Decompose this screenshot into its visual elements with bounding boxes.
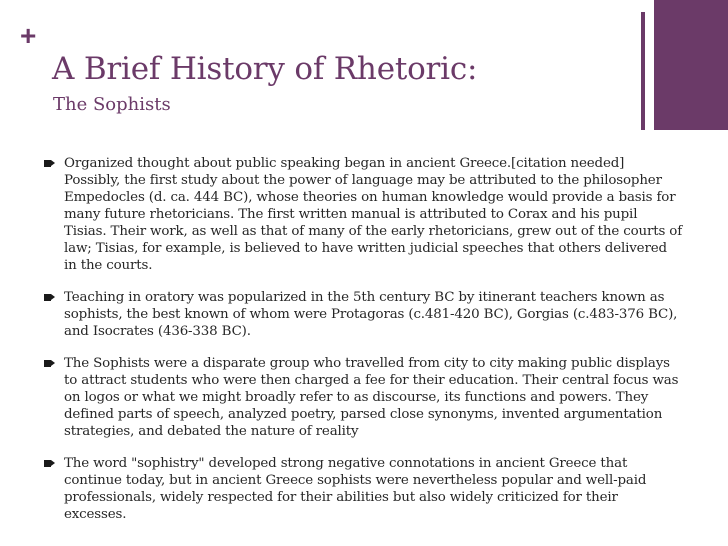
bullet-arrow-icon xyxy=(44,360,51,367)
bullet-text: Organized thought about public speaking began in ancient Greece.[citation needed] Possibly, the first study about the power of language may be attributed to the philosopher Empedocles (d. ca. 444 BC), whose theories on human knowledge would provide a basis for many future rhetoricians. The first written manual is attributed to Corax and his pupil Tisias. Their work, as well as that of many of the early rhetoricians, grew out of the courts of law; Tisias, for example, is believed to have written judicial speeches that others delivered in the courts. xyxy=(64,156,683,273)
bullet-item xyxy=(42,355,682,440)
bullet-item xyxy=(42,455,682,523)
slide-subtitle: The Sophists xyxy=(53,94,171,115)
bullet-arrow-icon xyxy=(44,460,51,467)
accent-bar-thin xyxy=(641,12,645,130)
bullet-list xyxy=(42,155,682,538)
bullet-text: The word "sophistry" developed strong negative connotations in ancient Greece that continue today, but in ancient Greece sophists were nevertheless popular and well-paid professionals, widely respected for their abilities but also widely criticized for their excesses. xyxy=(64,456,647,522)
bullet-text: The Sophists were a disparate group who travelled from city to city making public displays to attract students who were then charged a fee for their education. Their central focus was on logos or what we might broadly refer to as discourse, its functions and powers. They defined parts of speech, analyzed poetry, parsed close synonyms, invented argumentation strategies, and debated the nature of reality xyxy=(64,356,679,439)
bullet-arrow-icon xyxy=(44,294,51,301)
bullet-item xyxy=(42,155,682,274)
accent-bar-wide xyxy=(654,0,728,130)
bullet-arrow-icon xyxy=(44,160,51,167)
bullet-text: Teaching in oratory was popularized in the 5th century BC by itinerant teachers known as sophists, the best known of whom were Protagoras (c.481-420 BC), Gorgias (c.483-376 BC), and Isocrates (436-338 BC). xyxy=(64,290,678,339)
bullet-item xyxy=(42,289,682,340)
slide-title: A Brief History of Rhetoric: xyxy=(52,51,478,87)
plus-icon: + xyxy=(20,20,37,51)
